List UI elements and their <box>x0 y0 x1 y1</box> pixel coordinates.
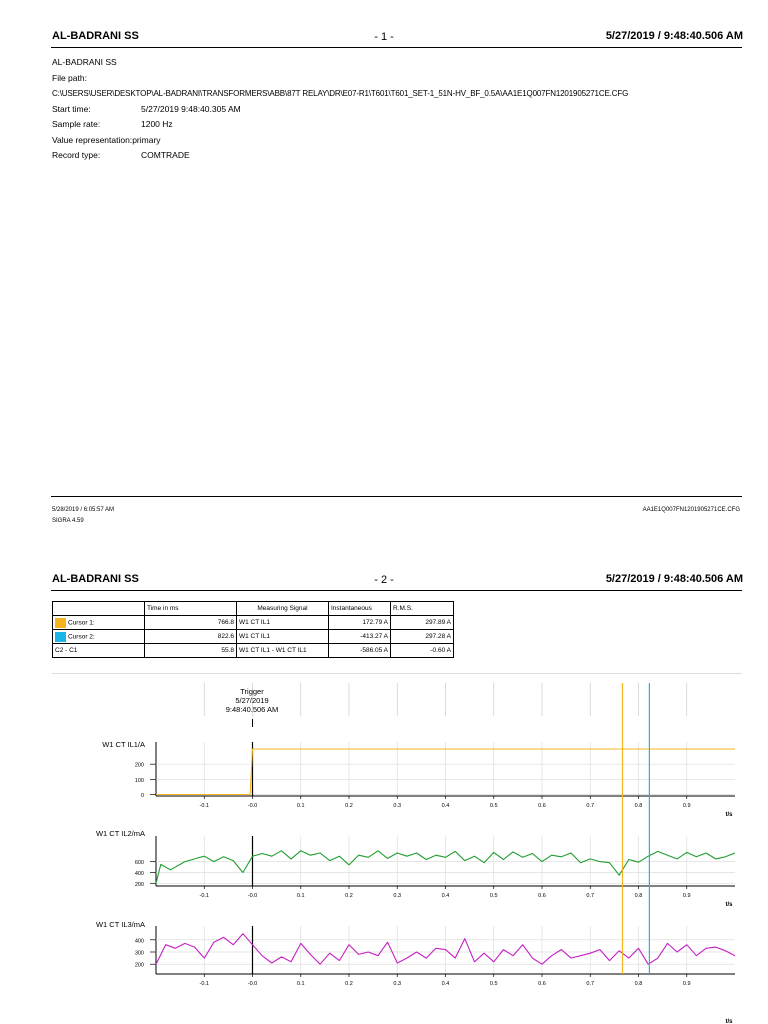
cursor-table-row <box>53 644 454 658</box>
start-time-value: 5/27/2019 9:48:40.305 AM <box>141 103 241 114</box>
cursor-2-label-cell <box>53 630 145 644</box>
page1-header-page-number: - 1 - <box>374 31 394 43</box>
sample-rate-value: 1200 Hz <box>141 119 173 129</box>
cursor-2-label: Cursor 2: <box>68 633 95 641</box>
panel-x-tick-label: -0.0 <box>247 981 258 987</box>
file-path-value: C:\USERS\USER\DESKTOP\AL-BADRANI\TRANSFORMERS\ABB\87T RELAY\DR\E07-R1\T601\T601_SET-1_51N-HV_BF_0.5A\AA1E1Q007FN1201905271CE.CFG <box>52 89 629 98</box>
cursor-1-time: 766.8 <box>145 616 237 630</box>
panel-y-tick-label: 200 <box>134 962 144 969</box>
trigger-time: 9:48:40.506 AM <box>225 705 279 714</box>
panel-x-tick-label: -0.1 <box>199 803 209 809</box>
panel-x-tick-label: 0.5 <box>489 981 498 987</box>
value-representation-row <box>52 133 752 149</box>
panel-x-tick-label: 0.4 <box>441 981 450 987</box>
cursor-2-rms: 297.28 A <box>391 630 454 644</box>
page1-header-rule <box>51 47 742 48</box>
panel-x-tick-label: 0.3 <box>393 981 402 987</box>
panel-x-tick-label: -0.1 <box>199 981 209 987</box>
start-time-row <box>52 102 752 118</box>
cursor-table-header-cell: Time in ms <box>145 602 237 616</box>
cursor-table-row <box>53 630 454 644</box>
cursor-diff-label: C2 - C1 <box>53 644 145 658</box>
footer-file-name: AA1E1Q007FN1201905271CE.CFG <box>642 507 740 513</box>
record-type-value: COMTRADE <box>141 150 190 160</box>
panel-x-tick-label: 0.6 <box>538 893 546 899</box>
panel-x-tick-label: 0.9 <box>682 803 691 809</box>
panel-x-tick-label: 0.9 <box>682 981 691 987</box>
page2-header-left: AL-BADRANI SS <box>52 573 139 585</box>
cursor-table-header-cell: Measuring Signal <box>237 602 329 616</box>
panel-x-tick-label: 0.8 <box>634 803 643 809</box>
panel-x-tick-label: -0.0 <box>247 893 258 899</box>
start-time-label: Start time: <box>52 103 91 114</box>
cursor-table-header-cell: Instantaneous <box>329 602 391 616</box>
value-representation-value: primary <box>132 134 161 145</box>
panel-title: W1 CT IL1/A <box>102 740 145 749</box>
panel-title: W1 CT IL2/mA <box>95 829 145 838</box>
panel-x-tick-label: 0.2 <box>345 893 353 899</box>
page1-header-right: 5/27/2019 / 9:48:40.506 AM <box>605 30 743 42</box>
file-path-label: File path: <box>52 72 87 83</box>
panel-y-tick-label: 200 <box>134 762 144 769</box>
cursor-diff-time: 55.8 <box>145 644 237 658</box>
value-representation-label: Value representation: <box>52 134 133 145</box>
page2-header-rule <box>51 590 742 591</box>
cursor-table-header-cell <box>53 602 145 616</box>
cursor-diff-signal: W1 CT IL1 - W1 CT IL1 <box>237 644 329 658</box>
panel-x-tick-label: 0.2 <box>345 981 353 987</box>
cursor-1-signal: W1 CT IL1 <box>237 616 329 630</box>
panel-y-tick-label: 0 <box>140 792 144 799</box>
panel-x-tick-label: 0.1 <box>296 803 305 809</box>
panel-x-tick-label: 0.3 <box>393 893 402 899</box>
cursor-1-swatch <box>55 618 66 628</box>
panel-y-tick-label: 600 <box>134 860 144 867</box>
cursor-diff-instantaneous: -586.05 A <box>329 644 391 658</box>
panel-y-tick-label: 400 <box>134 938 144 945</box>
cursor-table-header-cell: R.M.S. <box>391 602 454 616</box>
panel-x-tick-label: 0.8 <box>634 981 643 987</box>
panel-y-tick-label: 300 <box>134 950 144 957</box>
chart-panels <box>96 740 735 1024</box>
panel-x-tick-label: 0.4 <box>441 893 450 899</box>
cursor-diff-rms: -0.60 A <box>391 644 454 658</box>
footer-app-version: SIGRA 4.59 <box>52 518 84 524</box>
panel-x-tick-label: 0.7 <box>586 803 595 809</box>
panel-x-tick-label: -0.1 <box>199 893 209 899</box>
panel-x-tick-label: -0.0 <box>247 803 258 809</box>
panel-x-tick-label: 0.1 <box>296 981 305 987</box>
panel-x-tick-label: 0.5 <box>489 803 498 809</box>
sample-rate-label: Sample rate: <box>52 119 101 129</box>
cursor-2-time: 822.6 <box>145 630 237 644</box>
record-type-label: Record type: <box>52 150 101 160</box>
panel-x-tick-label: 0.7 <box>586 893 595 899</box>
panel-x-tick-label: 0.2 <box>345 803 353 809</box>
cursor-table-header <box>53 602 454 616</box>
cursor-1-label: Cursor 1: <box>68 619 95 627</box>
cursor-2-instantaneous: -413.27 A <box>329 630 391 644</box>
panel-x-tick-label: 0.5 <box>489 893 498 899</box>
sample-rate-row <box>52 117 752 133</box>
page1-footer-rule <box>51 496 742 497</box>
panel-x-unit-label: t/s <box>725 902 733 908</box>
cursor-2-swatch <box>55 632 66 642</box>
panel-x-tick-label: 0.3 <box>393 803 402 809</box>
cursor-2-signal: W1 CT IL1 <box>237 630 329 644</box>
cursor-1-instantaneous: 172.79 A <box>329 616 391 630</box>
cursor-1-rms: 297.89 A <box>391 616 454 630</box>
panel-x-unit-label: t/s <box>725 812 733 818</box>
panel-x-tick-label: 0.6 <box>538 803 546 809</box>
panel-x-tick-label: 0.7 <box>586 981 595 987</box>
panel-title: W1 CT IL3/mA <box>95 920 145 929</box>
station-name: AL-BADRANI SS <box>52 57 117 67</box>
panel-x-tick-label: 0.8 <box>634 893 643 899</box>
panel-y-tick-label: 200 <box>134 881 144 888</box>
panel-x-tick-label: 0.9 <box>682 893 691 899</box>
panel-y-tick-label: 400 <box>134 870 144 877</box>
panel-x-tick-label: 0.1 <box>296 893 305 899</box>
record-metadata <box>52 55 752 164</box>
page2-header-page-number: - 2 - <box>374 574 394 586</box>
panel-y-tick-label: 100 <box>134 777 144 784</box>
panel-x-tick-label: 0.6 <box>538 981 546 987</box>
cursor-table <box>52 601 454 658</box>
cursor-1-label-cell <box>53 616 145 630</box>
panel-x-tick-label: 0.4 <box>441 803 450 809</box>
waveform-chart <box>0 670 768 1024</box>
record-type-row <box>52 148 752 164</box>
page2-header-right: 5/27/2019 / 9:48:40.506 AM <box>605 573 743 585</box>
panel-x-unit-label: t/s <box>725 1019 733 1024</box>
page1-header-left: AL-BADRANI SS <box>52 30 139 42</box>
cursor-table-row <box>53 616 454 630</box>
trigger-label: Trigger <box>240 687 264 696</box>
footer-print-date: 5/28/2019 / 6:05:57 AM <box>52 507 115 513</box>
cursor-lines <box>622 683 649 974</box>
trigger-date: 5/27/2019 <box>235 696 269 705</box>
